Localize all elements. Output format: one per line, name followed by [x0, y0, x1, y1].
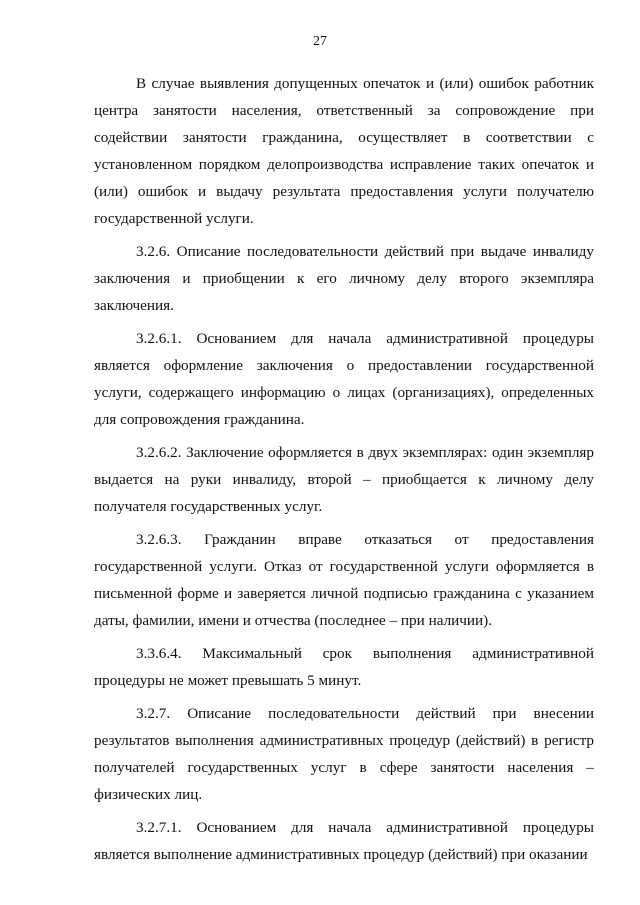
document-body — [94, 70, 594, 874]
paragraph-typo-correction: В случае выявления допущенных опечаток и (или) ошибок работник центра занятости населения, ответственный за сопровождение при содействии занятости гражданина, осуществляет в соответствии с установленном порядком делопроизводства исправление таких опечаток и (или) ошибок и выдачу результата предоставления услуги получателю государственной услуги. — [94, 75, 594, 227]
paragraph-3-2-7: 3.2.7. Описание последовательности действий при внесении результатов выполнения административных процедур (действий) в регистр получателей государственных услуг в сфере занятости населения – физических лиц. — [94, 705, 594, 803]
paragraph-3-2-6-1: 3.2.6.1. Основанием для начала административной процедуры является оформление заключения о предоставлении государственной услуги, содержащего информацию о лицах (организациях), определенных для сопровождения гражданина. — [94, 330, 594, 428]
paragraph-3-2-6-3: 3.2.6.3. Гражданин вправе отказаться от предоставления государственной услуги. Отказ от государственной услуги оформляется в письменной форме и заверяется личной подписью гражданина с указанием даты, фамилии, имени и отчества (последнее – при наличии). — [94, 531, 594, 629]
paragraph-3-3-6-4: 3.3.6.4. Максимальный срок выполнения административной процедуры не может превышать 5 минут. — [94, 645, 594, 689]
paragraph-3-2-7-1: 3.2.7.1. Основанием для начала административной процедуры является выполнение административных процедур (действий) при оказании — [94, 819, 594, 863]
paragraph-3-2-6: 3.2.6. Описание последовательности действий при выдаче инвалиду заключения и приобщении к его личному делу второго экземпляра заключения. — [94, 243, 594, 314]
page-number: 27 — [313, 34, 327, 49]
paragraph-3-2-6-2: 3.2.6.2. Заключение оформляется в двух экземплярах: один экземпляр выдается на руки инвалиду, второй – приобщается к личному делу получателя государственных услуг. — [94, 444, 594, 515]
